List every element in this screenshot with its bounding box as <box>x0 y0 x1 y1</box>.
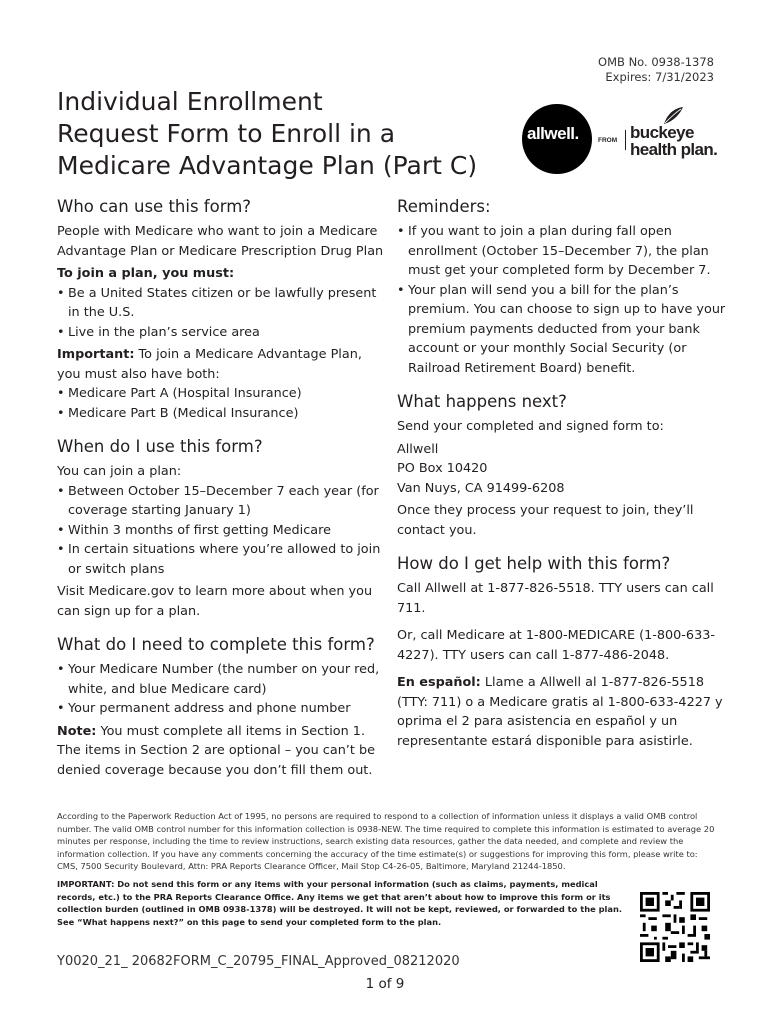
send-text: Send your completed and signed form to: <box>397 419 664 434</box>
note-body: You must complete all items in Section 1. The items in Section 2 are optional – you can’t be denied coverage because you don’t fill them out. <box>57 723 375 778</box>
help-heading: How do I get help with this form? <box>397 554 671 573</box>
reminders-list <box>397 222 727 378</box>
must-heading: To join a plan, you must: <box>57 266 235 281</box>
list-item: • Medicare Part B (Medical Insurance) <box>57 404 387 424</box>
important-notice: IMPORTANT: Do not send this form or any items with your personal information (such as claims, payments, medical records, etc.) to the PRA Reports Clearance Office. Any items we get that aren’t about how to improve this form or its collection burden (outlined in OMB 0938-1378) will be destroyed. It will not be kept, reviewed, or forwarded to the plan. See “What happens next?” on this page to send your completed form to the plan. <box>57 879 623 927</box>
title-line: Individual Enrollment <box>57 87 323 116</box>
mailing-address <box>397 440 727 499</box>
buckeye-line: buckeye <box>630 123 694 142</box>
note-label: Note: <box>57 723 97 739</box>
health-plan-line: health plan. <box>630 140 718 159</box>
next-heading: What happens next? <box>397 392 567 411</box>
note-text <box>57 722 387 781</box>
omb-number: OMB No. 0938-1378 <box>598 55 714 69</box>
when-heading: When do I use this form? <box>57 437 263 456</box>
address-line: Van Nuys, CA 91499-6208 <box>397 480 565 496</box>
when-intro: You can join a plan: <box>57 464 182 479</box>
list-item: • Medicare Part A (Hospital Insurance) <box>57 384 387 404</box>
visit-medicare-text: Visit Medicare.gov to learn more about when you can sign up for a plan. <box>57 584 373 619</box>
important-label: Important: <box>57 347 135 362</box>
list-item: • In certain situations where you’re allowed to join or switch plans <box>57 540 387 579</box>
call-medicare-text: Or, call Medicare at 1-800-MEDICARE (1-800-633-4227). TTY users can call 1-877-486-2048. <box>397 628 715 663</box>
allwell-logo-text: allwell. <box>527 124 579 143</box>
process-text: Once they process your request to join, they’ll contact you. <box>397 503 694 538</box>
list-item: • Your Medicare Number (the number on your red, white, and blue Medicare card) <box>57 660 387 699</box>
when-list <box>57 482 387 580</box>
espanol-label: En español: <box>397 675 481 690</box>
list-item: • Be a United States citizen or be lawfully present in the U.S. <box>57 284 387 323</box>
who-heading: Who can use this form? <box>57 197 252 216</box>
left-column <box>57 196 387 780</box>
need-heading: What do I need to complete this form? <box>57 635 375 654</box>
paperwork-reduction-notice: According to the Paperwork Reduction Act of 1995, no persons are required to respond to a collection of information unless it displays a valid OMB control number. The valid OMB control number for this information collection is 0938-NEW. The time required to complete this information is estimated to average 20 minutes per response, including the time to review instructions, search existing data resources, gather the data needed, and complete and review the information collection. If you have any comments concerning the accuracy of the time estimate(s) or suggestions for improving this form, please write to: CMS, 7500 Security Boulevard, Attn: PRA Reports Clearance Officer, Mail Stop C4-26-05, Baltimore, Maryland 21244-1850. <box>57 811 715 872</box>
form-identifier: Y0020_21_ 20682FORM_C_20795_FINAL_Approved_08212020 <box>57 954 460 969</box>
list-item: • Your permanent address and phone number <box>57 699 387 719</box>
who-intro: People with Medicare who want to join a Medicare Advantage Plan or Medicare Prescription Drug Plan <box>57 224 384 259</box>
logo-from-label: FROM <box>598 137 618 144</box>
page-title <box>57 86 487 182</box>
brand-logo <box>522 104 722 174</box>
omb-info <box>598 55 714 85</box>
title-line: Request Form to Enroll in a <box>57 119 396 148</box>
address-line: Allwell <box>397 441 439 457</box>
title-line: Medicare Advantage Plan (Part C) <box>57 151 478 180</box>
address-line: PO Box 10420 <box>397 461 488 476</box>
part-list <box>57 384 387 423</box>
important-text: To join a Medicare Advantage Plan, you must also have both: <box>57 347 362 382</box>
omb-expiration: Expires: 7/31/2023 <box>605 70 714 84</box>
call-allwell-text: Call Allwell at 1-877-826-5518. TTY users can call 711. <box>397 581 714 616</box>
list-item: • Within 3 months of first getting Medicare <box>57 521 387 541</box>
need-list <box>57 660 387 719</box>
list-item: • Your plan will send you a bill for the plan’s premium. You can choose to sign up to have your premium payments deducted from your bank account or your monthly Social Security (or Railroad Retirement Board) benefit. <box>397 281 727 379</box>
reminders-heading: Reminders: <box>397 197 491 216</box>
list-item: • Between October 15–December 7 each year (for coverage starting January 1) <box>57 482 387 521</box>
page-number: 1 of 9 <box>365 976 405 992</box>
buckeye-logo-text <box>630 124 717 158</box>
logo-divider <box>625 130 626 150</box>
list-item: • If you want to join a plan during fall open enrollment (October 15–December 7), the plan must get your completed form by December 7. <box>397 222 727 281</box>
must-list <box>57 284 387 343</box>
list-item: • Live in the plan’s service area <box>57 323 387 343</box>
espanol-text <box>397 673 727 751</box>
right-column <box>397 196 727 751</box>
espanol-body: Llame a Allwell al 1-877-826-5518 (TTY: 711) o a Medicare gratis al 1-800-633-4227 y oprima el 2 para asistencia en español y un representante estará disponible para asistirle. <box>397 675 723 749</box>
important-note <box>57 345 387 384</box>
qr-code-icon <box>640 892 710 962</box>
